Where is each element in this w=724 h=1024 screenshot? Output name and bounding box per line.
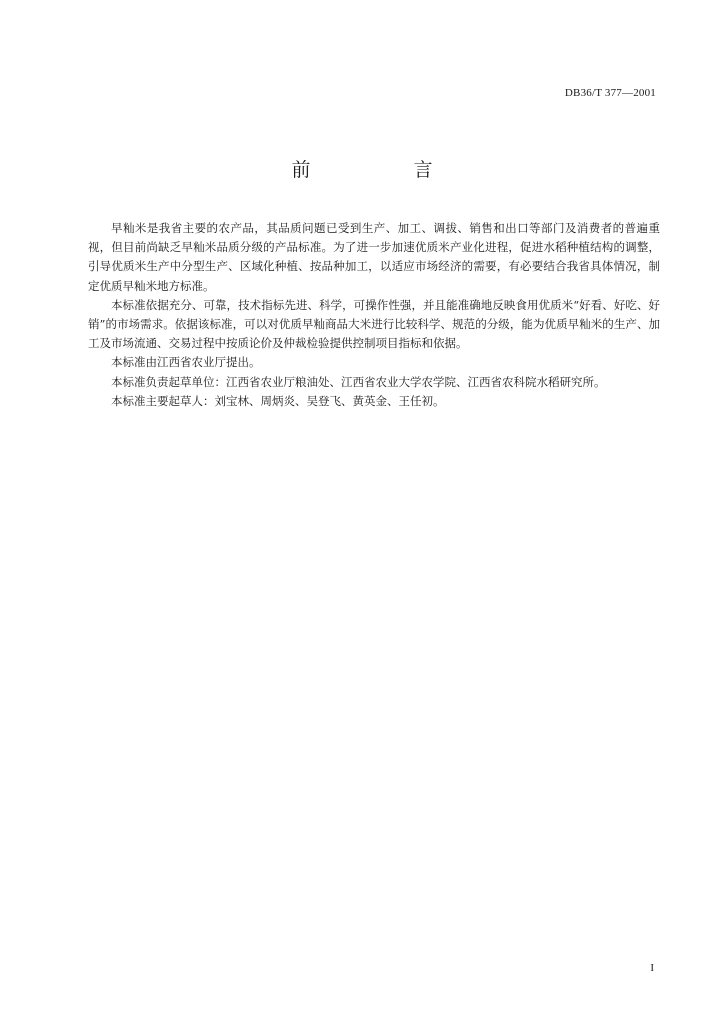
paragraph-proposer: 本标准由江西省农业厅提出。: [111, 355, 261, 370]
paragraph-rationale: 本标准依据充分、可靠，技术指标先进、科学，可操作性强，并且能准确地反映食用优质米“好看、好吃、好销”的市场需求。依据该标准，可以对优质早籼商品大米进行比较科学、规范的分级，能为优质早籼米的生产、加工及市场流通、交易过程中按质论价及仲裁检验提供控制项目指标和依据。: [88, 297, 660, 351]
paragraph-drafting-units: 本标准负责起草单位：江西省农业厅粮油处、江西省农业大学农学院、江西省农科院水稻研究所。: [111, 374, 606, 389]
document-number: DB36/T 377—2001: [564, 87, 656, 99]
page-title: 前 言: [291, 159, 475, 181]
paragraph-background: 早籼米是我省主要的农产品，其品质问题已受到生产、加工、调拔、销售和出口等部门及消费者的普遍重视，但目前尚缺乏早籼米品质分级的产品标准。为了进一步加速优质米产业化进程，促进水稻种植结构的调整，引导优质米生产中分型生产、区域化种植、按品种加工，以适应市场经济的需要，有必要结合我省具体情况，制定优质早籼米地方标准。: [88, 221, 660, 293]
foreword-body: [88, 219, 660, 411]
page-number: I: [650, 962, 654, 974]
paragraph-drafters: 本标准主要起草人：刘宝林、周炳炎、吴登飞、黄英金、王任初。: [111, 393, 445, 408]
